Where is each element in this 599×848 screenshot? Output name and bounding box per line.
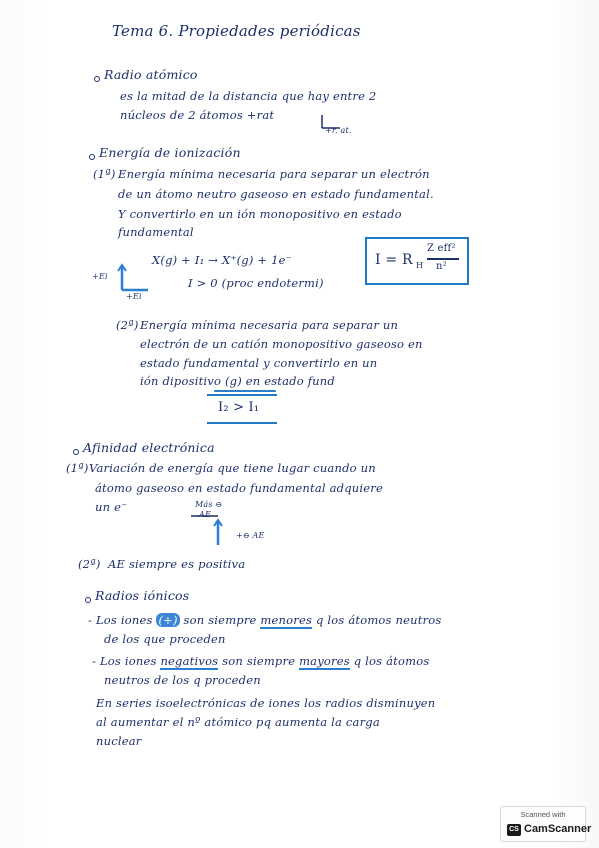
radios-line3-mid: son siempre [222, 654, 296, 668]
radios-line1-start: - Los iones [88, 613, 153, 627]
ae-arrow-top-label-2: AE [199, 510, 212, 519]
ionization-reaction: X(g) + I₁ → X⁺(g) + 1e⁻ [152, 253, 292, 267]
radios-line3-end: q los átomos [353, 654, 430, 668]
ei-def1-line2: de un átomo neutro gaseoso en estado fundamental. [118, 187, 434, 201]
ei-def1-line3: Y convertirlo en un ión monopositivo en estado [118, 207, 402, 221]
radios-line1 [88, 613, 441, 627]
bullet-radio-atomico [94, 76, 100, 82]
scanned-with-label: Scanned with [520, 810, 566, 819]
ae-def1-line2: átomo gaseoso en estado fundamental adquiere [95, 481, 383, 495]
mayores-underlined: mayores [299, 654, 350, 668]
ei-def2-line1: Energía mínima necesaria para separar un [140, 318, 399, 332]
formula-denominator: n² [436, 261, 447, 272]
ei-def2-line2: electrón de un catión monopositivo gaseoso en [140, 337, 423, 351]
radio-atomico-line1: es la mitad de la distancia que hay entre 2 [120, 89, 377, 103]
ei-def2-line4: ión dipositivo (g) en estado fund [140, 374, 335, 388]
menores-underlined: menores [260, 613, 313, 627]
camscanner-brand: CamScanner [524, 823, 592, 835]
ei-def1-line1: Energía mínima necesaria para separar un electrón [118, 167, 430, 181]
ae-arrow-top-label: Más ⊖ [195, 500, 223, 509]
negativos-underlined: negativos [160, 654, 219, 668]
radios-line3 [92, 654, 429, 668]
ae-def1-line3: un e⁻ [95, 500, 128, 514]
camscanner-logo-icon: CS [507, 824, 521, 836]
ionization-inequality: I₂ > I₁ [218, 400, 260, 415]
heading-afinidad: Afinidad electrónica [83, 440, 215, 455]
formula-box [365, 237, 469, 285]
ae-def1-line1: Variación de energía que tiene lugar cuando un [89, 461, 376, 475]
bullet-energia-ionizacion [89, 154, 95, 160]
heading-energia-ionizacion: Energía de ionización [99, 145, 241, 160]
formula-lhs: I = R [375, 252, 413, 268]
radio-atomico-arrow-label: +r. at. [325, 126, 352, 135]
ei-def1-number: (1ª) [93, 167, 116, 181]
ionization-condition: I > 0 (proc endotermi) [188, 276, 324, 290]
isoelectronic-line3: nuclear [96, 734, 142, 748]
ae-arrow-label: +⊖ AE [236, 531, 265, 540]
camscanner-watermark [500, 806, 592, 842]
page-title: Tema 6. Propiedades periódicas [112, 22, 361, 40]
ae-def2-text: AE siempre es positiva [108, 557, 246, 571]
ei-def1-line4: fundamental [118, 225, 194, 239]
bullet-radios-ionicos [85, 597, 91, 603]
radios-line1-mid: son siempre [183, 613, 257, 627]
ei-def2-line3: estado fundamental y convertirlo en un [140, 356, 378, 370]
inequality-box [207, 394, 277, 424]
radios-line3-start: - Los iones [92, 654, 157, 668]
ei-arrow-side-label: +Ei [92, 272, 108, 281]
radio-atomico-line2: núcleos de 2 átomos +rat [120, 108, 275, 122]
heading-radio-atomico: Radio atómico [104, 67, 198, 82]
radios-line2: de los que proceden [104, 632, 226, 646]
ae-trend-arrow-icon [188, 515, 238, 551]
ei-arrow-bottom-label: +Ei [126, 292, 142, 301]
radios-line4: neutros de los q proceden [104, 673, 261, 687]
heading-radios-ionicos: Radios iónicos [95, 588, 190, 603]
ae-def2-number: (2ª) [78, 557, 101, 571]
fraction-bar [427, 258, 459, 260]
isoelectronic-line1: En series isoelectrónicas de iones los radios disminuyen [96, 696, 436, 710]
dipositivo-underline [214, 390, 276, 392]
radios-line1-end: q los átomos neutros [315, 613, 442, 627]
isoelectronic-line2: al aumentar el nº atómico pq aumenta la carga [96, 715, 380, 729]
positive-ion-highlight: (+) [158, 613, 178, 627]
formula-numerator: Z eff² [427, 243, 456, 254]
ae-def1-number: (1ª) [66, 461, 89, 475]
ei-def2-number: (2ª) [116, 318, 139, 332]
formula-subscript: H [416, 261, 424, 270]
bullet-afinidad [73, 449, 79, 455]
